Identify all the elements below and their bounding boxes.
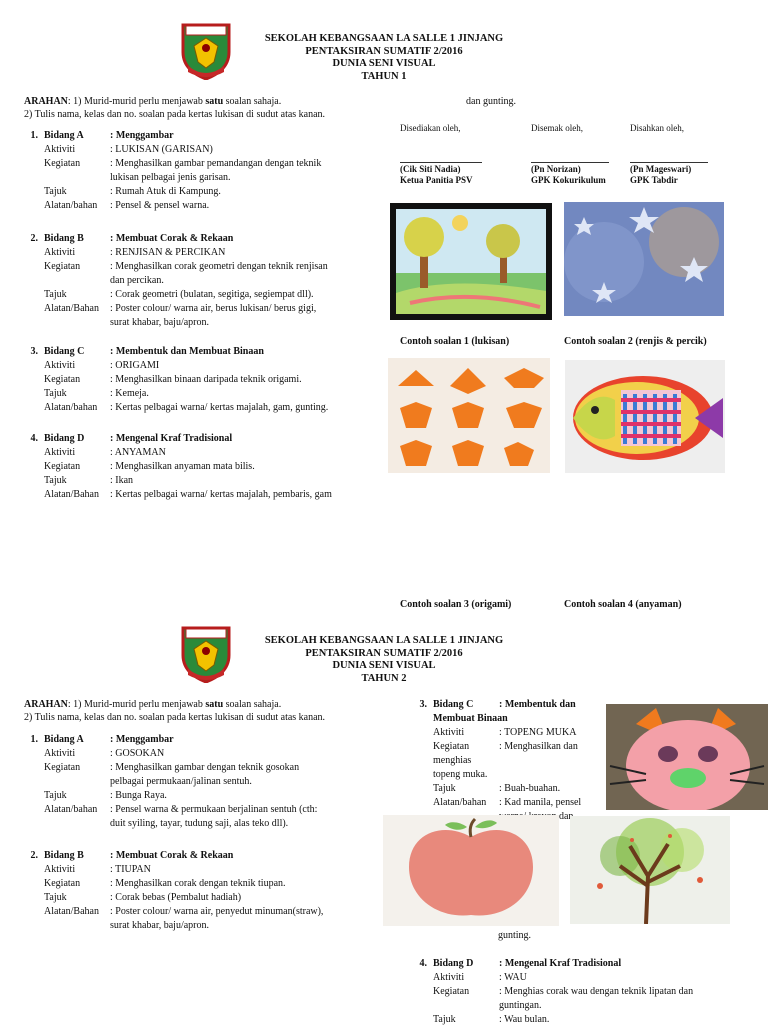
section-bidang: Bidang D	[44, 433, 85, 444]
row-key: Kegiatan	[433, 741, 470, 752]
row-value: : Wau bulan.	[499, 1014, 550, 1025]
exam-title: PENTAKSIRAN SUMATIF 2/2016	[305, 647, 463, 659]
row-key	[44, 817, 110, 831]
section-bidang-a	[20, 733, 370, 831]
row-value: duit syiling, tayar, tudung saji, alas teko dll).	[110, 818, 289, 829]
row-key: Tajuk	[44, 892, 67, 903]
row-key: Kegiatan	[433, 986, 470, 997]
row-key: Alatan/Bahan	[44, 489, 99, 500]
row-key: Kegiatan	[44, 461, 81, 472]
row-key	[44, 274, 110, 288]
row-value: : Menghasilkan anyaman mata bilis.	[110, 461, 255, 472]
section-bidang: Bidang A	[44, 130, 84, 141]
section-row	[20, 288, 380, 302]
section-title: : Mengenal Kraf Tradisional	[499, 958, 622, 969]
arahan-1-post: soalan sahaja.	[223, 96, 282, 107]
checked-name: (Pn Norizan)	[531, 164, 581, 174]
section-bidang-c	[20, 345, 380, 415]
row-value: lukisan pelbagai jenis garisan.	[110, 172, 231, 183]
row-value: surat khabar, baju/apron.	[110, 317, 210, 328]
row-key: Tajuk	[44, 289, 67, 300]
row-key: Aktiviti	[433, 972, 465, 983]
row-key: Alatan/bahan	[433, 797, 487, 808]
example-origami-steps	[388, 358, 550, 473]
example-rubbing-apple	[383, 815, 559, 926]
row-value: : Kertas pelbagai warna/ kertas majalah, gam, gunting.	[110, 402, 329, 413]
approved-by-label: Disahkan oleh,	[630, 123, 684, 133]
row-key: Alatan/bahan	[44, 804, 98, 815]
row-value: : Menghasilkan corak dengan teknik tiupan.	[110, 878, 286, 889]
arahan-1-text: : 1) Murid-murid perlu menjawab	[67, 96, 206, 107]
section-title: : Mengenal Kraf Tradisional	[110, 433, 233, 444]
row-key: Aktiviti	[44, 360, 76, 371]
section-bidang-a	[20, 129, 380, 213]
row-value: : WAU	[499, 972, 527, 983]
section-row	[433, 782, 599, 796]
row-value: : RENJISAN & PERCIKAN	[110, 247, 226, 258]
row-value: guntingan.	[499, 1000, 542, 1011]
row-key	[44, 919, 110, 933]
school-crest-logo	[180, 625, 232, 683]
section-row	[20, 260, 380, 274]
example-cat-mask	[606, 704, 768, 810]
row-key	[44, 316, 110, 330]
section-bidang-b	[20, 232, 380, 330]
section-bidang: Bidang C	[44, 346, 85, 357]
row-value: : Poster colour/ warna air, penyedut minuman(straw),	[110, 906, 324, 917]
section-row	[20, 891, 370, 905]
caption-2: Contoh soalan 2 (renjis & percik)	[564, 336, 707, 347]
row-key: Kegiatan	[44, 374, 81, 385]
signature-line	[400, 162, 482, 163]
section-row	[20, 803, 370, 817]
row-value: : Poster colour/ warna air, berus lukisan/ berus gigi,	[110, 303, 317, 314]
row-key: Alatan/Bahan	[44, 906, 99, 917]
section-row	[20, 488, 380, 502]
row-key: Kegiatan	[44, 158, 81, 169]
section-title: : Membentuk dan	[499, 699, 576, 710]
caption-4: Contoh soalan 4 (anyaman)	[564, 599, 682, 610]
row-value: : Kertas pelbagai warna/ kertas majalah, pembaris, gam	[110, 489, 332, 500]
section-row	[433, 999, 744, 1013]
row-key: Aktiviti	[44, 864, 76, 875]
section-row	[20, 905, 370, 919]
arahan-1-text: : 1) Murid-murid perlu menjawab	[67, 699, 206, 710]
stray-text: gunting.	[498, 930, 532, 941]
checked-role: GPK Kokurikulum	[531, 175, 606, 185]
section-row	[20, 171, 380, 185]
section-bidang: Bidang A	[44, 734, 84, 745]
section-row	[20, 817, 370, 831]
section-number: 4.	[419, 958, 427, 969]
signature-line	[630, 162, 708, 163]
row-key: Tajuk	[44, 475, 67, 486]
row-key: Aktiviti	[44, 144, 76, 155]
arahan-1-post: soalan sahaja.	[223, 699, 282, 710]
section-number: 2.	[30, 233, 38, 244]
row-value: : Kemeja.	[110, 388, 149, 399]
row-value: dan	[558, 811, 574, 822]
row-value: : Menghasilkan gambar dengan teknik gosokan	[110, 762, 300, 773]
section-title-cont: Membuat Binaan	[433, 713, 508, 724]
row-key: Tajuk	[44, 790, 67, 801]
row-value: : Corak bebas (Pembalut hadiah)	[110, 892, 242, 903]
section-row	[20, 387, 380, 401]
section-number: 3.	[30, 346, 38, 357]
subject-title: DUNIA SENI VISUAL	[332, 58, 436, 69]
section-number: 1.	[30, 130, 38, 141]
section-bidang-d	[20, 432, 380, 502]
signature-line	[531, 162, 609, 163]
row-value: : Menghasilkan dan	[499, 741, 578, 752]
section-number: 2.	[30, 850, 38, 861]
instruction-line-1	[24, 698, 281, 711]
section-bidang: Bidang B	[44, 850, 84, 861]
section-row	[20, 474, 380, 488]
row-key: Tajuk	[433, 783, 456, 794]
section-number: 1.	[30, 734, 38, 745]
row-value: : Pensel & pensel warna.	[110, 200, 210, 211]
section-row	[20, 919, 370, 933]
section-bidang-d	[414, 957, 744, 1027]
section-row	[433, 1013, 744, 1027]
approved-name: (Pn Mageswari)	[630, 164, 692, 174]
section-row	[20, 274, 380, 288]
row-value: : ANYAMAN	[110, 447, 166, 458]
section-bidang-b	[20, 849, 370, 933]
row-value: : Menghasilkan gambar pemandangan dengan teknik	[110, 158, 322, 169]
section-bidang: Bidang C	[433, 699, 474, 710]
section-row	[20, 460, 380, 474]
section-title: : Membuat Corak & Rekaan	[110, 850, 234, 861]
row-key: menghias topeng muka.	[433, 755, 488, 780]
example-blown-tree	[570, 816, 730, 924]
row-value: : Menghias corak wau dengan teknik lipatan dan	[499, 986, 694, 997]
arahan-1-bold: satu	[205, 96, 224, 107]
example-weaving-fish	[565, 360, 725, 473]
row-key: Aktiviti	[44, 748, 76, 759]
subject-title: DUNIA SENI VISUAL	[332, 660, 436, 671]
row-value: : Buah-buahan.	[499, 783, 561, 794]
section-row	[20, 143, 380, 157]
section-row	[20, 316, 380, 330]
row-value: : TOPENG MUKA	[499, 727, 577, 738]
row-value: : Menghasilkan corak geometri dengan teknik renjisan	[110, 261, 328, 272]
section-number: 3.	[419, 699, 427, 710]
section-bidang-c	[414, 698, 599, 824]
row-key: Tajuk	[44, 186, 67, 197]
approved-role: GPK Tabdir	[630, 175, 678, 185]
row-key: Aktiviti	[44, 247, 76, 258]
row-value: pelbagai permukaan/jalinan sentuh.	[110, 776, 252, 787]
school-name: SEKOLAH KEBANGSAAN LA SALLE 1 JINJANG	[264, 635, 504, 646]
section-row	[20, 246, 380, 260]
row-value: : LUKISAN (GARISAN)	[110, 144, 213, 155]
year-title: TAHUN 2	[361, 672, 407, 684]
row-value: : Pensel warna & permukaan berjalinan sentuh (cth:	[110, 804, 318, 815]
row-value: : Ikan	[110, 475, 134, 486]
row-key: Tajuk	[433, 1014, 456, 1025]
section-row	[20, 761, 370, 775]
caption-1: Contoh soalan 1 (lukisan)	[400, 336, 510, 347]
row-value: : Rumah Atuk di Kampung.	[110, 186, 221, 197]
row-value: : Corak geometri (bulatan, segitiga, segiempat dll).	[110, 289, 314, 300]
prepared-name: (Cik Siti Nadia)	[400, 164, 461, 174]
row-key: Kegiatan	[44, 261, 81, 272]
row-key	[44, 775, 110, 789]
instruction-line-2: 2) Tulis nama, kelas dan no. soalan pada kertas lukisan di sudut atas kanan.	[24, 109, 326, 120]
example-splatter-stars	[564, 202, 724, 316]
section-row	[20, 401, 380, 415]
row-key: Aktiviti	[44, 447, 76, 458]
section-row	[433, 796, 599, 810]
section-row	[433, 971, 744, 985]
section-row	[20, 199, 380, 213]
checked-by-label: Disemak oleh,	[531, 123, 583, 133]
row-value: dan percikan.	[110, 275, 164, 286]
instruction-line-2: 2) Tulis nama, kelas dan no. soalan pada kertas lukisan di sudut atas kanan.	[24, 712, 326, 723]
stray-text: dan gunting.	[466, 96, 516, 107]
section-row	[20, 373, 380, 387]
school-name: SEKOLAH KEBANGSAAN LA SALLE 1 JINJANG	[264, 33, 504, 44]
section-row	[20, 863, 370, 877]
row-value: : ORIGAMI	[110, 360, 160, 371]
section-row	[20, 185, 380, 199]
row-key: Tajuk	[44, 388, 67, 399]
example-drawing-landscape	[390, 203, 552, 320]
row-key	[44, 171, 110, 185]
section-row	[20, 775, 370, 789]
section-row	[20, 157, 380, 171]
school-crest-logo	[180, 22, 232, 80]
row-value: : GOSOKAN	[110, 748, 165, 759]
section-bidang: Bidang B	[44, 233, 84, 244]
arahan-label: ARAHAN	[24, 699, 68, 710]
caption-3: Contoh soalan 3 (origami)	[400, 599, 512, 610]
row-value: : Menghasilkan binaan daripada teknik origami.	[110, 374, 302, 385]
section-title: : Menggambar	[110, 734, 174, 745]
year-title: TAHUN 1	[361, 70, 407, 82]
row-value: surat khabar, baju/apron.	[110, 920, 210, 931]
row-key: Kegiatan	[44, 878, 81, 889]
section-title: : Membentuk dan Membuat Binaan	[110, 346, 264, 357]
section-row	[433, 754, 599, 782]
arahan-1-bold: satu	[205, 699, 224, 710]
section-title: : Menggambar	[110, 130, 174, 141]
exam-title: PENTAKSIRAN SUMATIF 2/2016	[305, 45, 463, 57]
row-value: : Bunga Raya.	[110, 790, 167, 801]
section-row	[20, 446, 380, 460]
section-row	[433, 985, 744, 999]
row-value: : Kad manila, pensel	[499, 797, 582, 808]
prepared-by-label: Disediakan oleh,	[400, 123, 461, 133]
section-title: : Membuat Corak & Rekaan	[110, 233, 234, 244]
row-key: Alatan/Bahan	[44, 303, 99, 314]
section-number: 4.	[30, 433, 38, 444]
section-row	[433, 740, 599, 754]
section-row	[20, 789, 370, 803]
row-value: : TIUPAN	[110, 864, 151, 875]
arahan-label: ARAHAN	[24, 96, 68, 107]
row-key: Alatan/bahan	[44, 200, 98, 211]
row-key: Alatan/bahan	[44, 402, 98, 413]
section-row	[433, 726, 599, 740]
section-bidang: Bidang D	[433, 958, 474, 969]
row-key: Aktiviti	[433, 727, 465, 738]
section-row	[20, 302, 380, 316]
row-key: Kegiatan	[44, 762, 81, 773]
row-key	[433, 999, 499, 1013]
section-row	[20, 877, 370, 891]
instruction-line-1	[24, 95, 281, 108]
prepared-role: Ketua Panitia PSV	[400, 175, 473, 185]
section-row	[20, 747, 370, 761]
section-row	[20, 359, 380, 373]
